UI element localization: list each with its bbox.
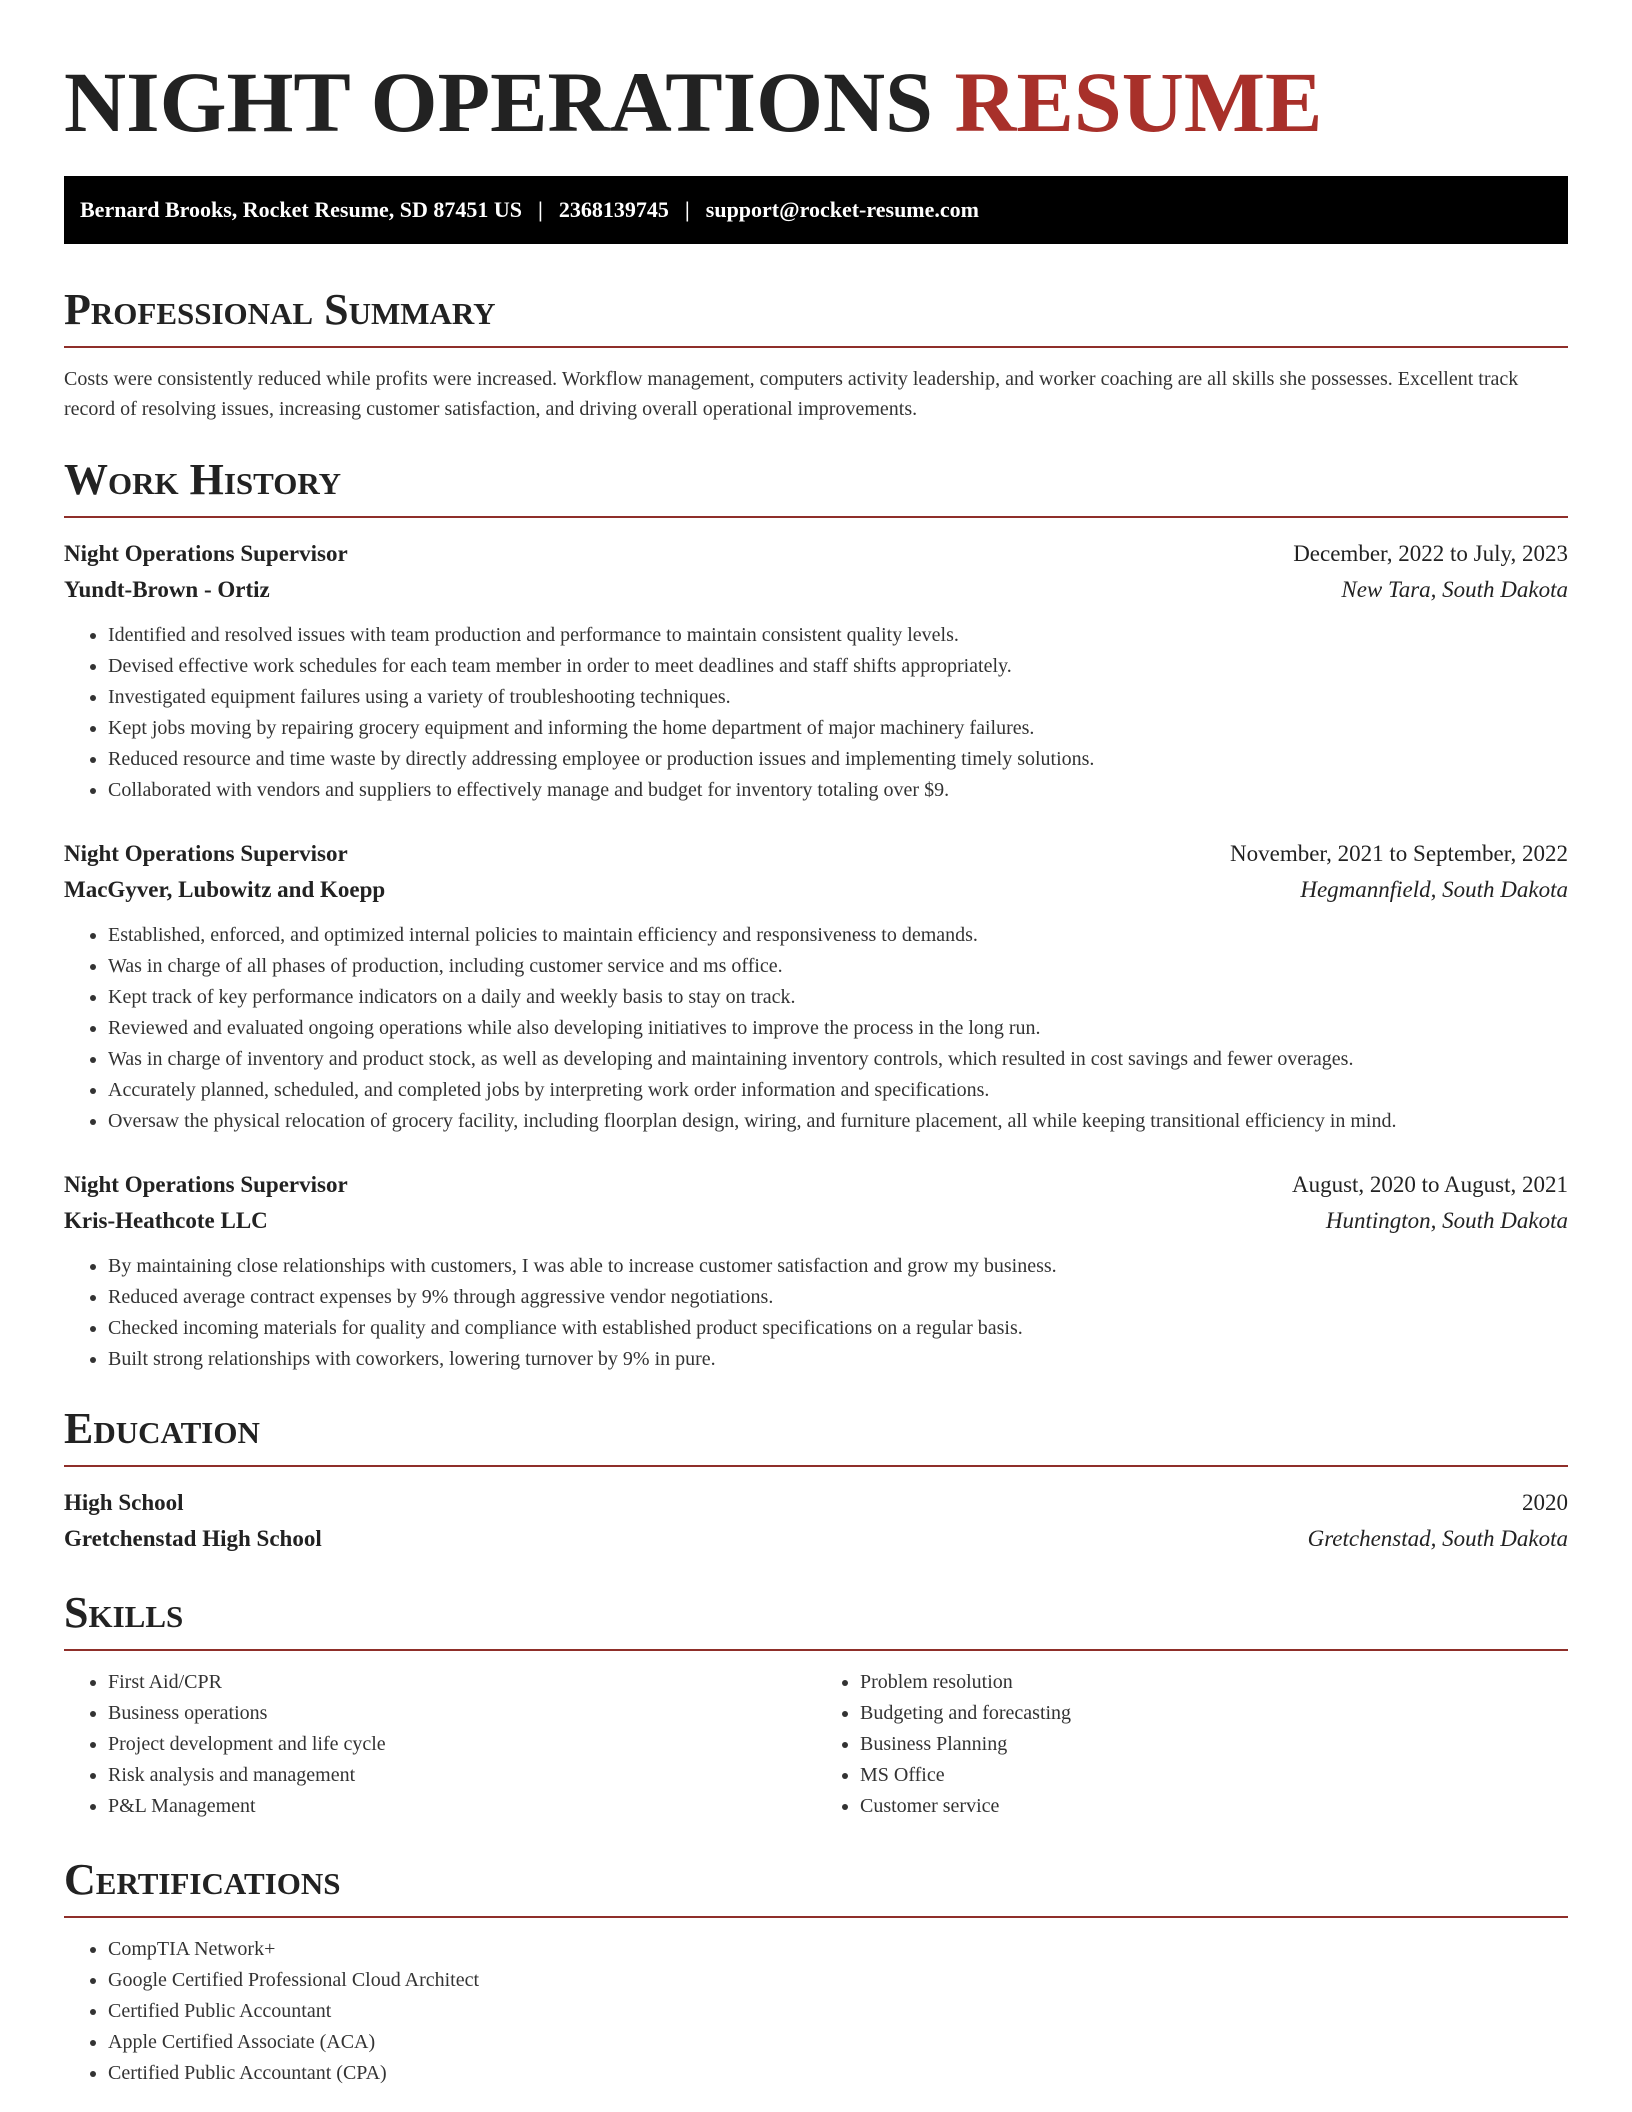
contact-address: Bernard Brooks, Rocket Resume, SD 87451 US <box>80 197 523 222</box>
education-section <box>64 1403 1568 1557</box>
resume-title <box>64 52 1568 152</box>
education-degree: High School <box>64 1490 184 1515</box>
job-bullet: • Oversaw the physical relocation of grocery facility, including floorplan design, wiring, and furniture placement, all while keeping transitional efficiency in mind. <box>108 1106 1568 1137</box>
skill-item: • MS Office <box>860 1760 1568 1791</box>
job-location: Huntington, South Dakota <box>1325 1208 1568 1233</box>
job-company: Kris-Heathcote LLC <box>64 1208 268 1233</box>
job-bullet: • Reviewed and evaluated ongoing operations while also developing initiatives to improve the process in the long run. <box>108 1013 1568 1044</box>
certification-item: • Certified Public Accountant <box>108 1996 1568 2027</box>
skills-list-left <box>64 1667 816 1822</box>
section-heading-education: Education <box>64 1403 1568 1467</box>
summary-text: Costs were consistently reduced while profits were increased. Workflow management, computers activity leadership, and worker coaching are all skills she possesses. Excellent track record of resolving issues, increasing customer satisfaction, and driving overall operational improvements. <box>64 368 1519 420</box>
job-bullet: • Kept track of key performance indicators on a daily and weekly basis to stay on track. <box>108 982 1568 1013</box>
job-entry <box>64 836 1568 1137</box>
job-bullet: • Devised effective work schedules for each team member in order to meet deadlines and staff shifts appropriately. <box>108 651 1568 682</box>
job-bullets <box>64 1251 1568 1375</box>
certification-item: • Certified Public Accountant (CPA) <box>108 2058 1568 2089</box>
certifications-list <box>64 1934 1568 2089</box>
job-bullet: • Established, enforced, and optimized internal policies to maintain efficiency and responsiveness to demands. <box>108 920 1568 951</box>
section-heading-work-history: Work History <box>64 454 1568 518</box>
resume-page <box>64 0 1568 2089</box>
skills-section <box>64 1587 1568 1822</box>
certifications-section <box>64 1854 1568 2089</box>
job-company-row <box>64 1203 1568 1239</box>
job-dates: August, 2020 to August, 2021 <box>1291 1172 1568 1197</box>
job-header-row <box>64 536 1568 572</box>
work-history-section <box>64 454 1568 1375</box>
job-dates: December, 2022 to July, 2023 <box>1293 541 1568 566</box>
job-company-row <box>64 572 1568 608</box>
job-header-row <box>64 1167 1568 1203</box>
section-heading-skills: Skills <box>64 1587 1568 1651</box>
skills-columns <box>64 1667 1568 1822</box>
job-bullets <box>64 920 1568 1137</box>
section-heading-summary: Professional Summary <box>64 284 1568 348</box>
job-bullet: • Was in charge of inventory and product stock, as well as developing and maintaining inventory controls, which resulted in cost savings and fewer overages. <box>108 1044 1568 1075</box>
skills-list-right <box>816 1667 1568 1822</box>
job-bullet: • Checked incoming materials for quality and compliance with established product specifications on a regular basis. <box>108 1313 1568 1344</box>
job-bullet: • Reduced average contract expenses by 9% through aggressive vendor negotiations. <box>108 1282 1568 1313</box>
job-location: Hegmannfield, South Dakota <box>1300 877 1568 902</box>
education-entry <box>64 1485 1568 1557</box>
skill-item: • Business Planning <box>860 1729 1568 1760</box>
job-bullet: • Built strong relationships with coworkers, lowering turnover by 9% in pure. <box>108 1344 1568 1375</box>
certification-item: • Google Certified Professional Cloud Architect <box>108 1965 1568 1996</box>
job-bullet: • Accurately planned, scheduled, and completed jobs by interpreting work order information and specifications. <box>108 1075 1568 1106</box>
job-bullet: • Investigated equipment failures using a variety of troubleshooting techniques. <box>108 682 1568 713</box>
contact-email: support@rocket-resume.com <box>705 197 979 222</box>
skill-item: • Business operations <box>108 1698 816 1729</box>
contact-phone: 2368139745 <box>558 197 669 222</box>
job-entry <box>64 1167 1568 1375</box>
job-title: Night Operations Supervisor <box>64 1172 348 1197</box>
job-bullet: • Reduced resource and time waste by directly addressing employee or production issues and implementing timely solutions. <box>108 744 1568 775</box>
certification-item: • CompTIA Network+ <box>108 1934 1568 1965</box>
education-school-row <box>64 1521 1568 1557</box>
skill-item: • Problem resolution <box>860 1667 1568 1698</box>
job-bullet: • By maintaining close relationships with customers, I was able to increase customer satisfaction and grow my business. <box>108 1251 1568 1282</box>
job-bullet: • Kept jobs moving by repairing grocery equipment and informing the home department of major machinery failures. <box>108 713 1568 744</box>
education-school: Gretchenstad High School <box>64 1526 322 1551</box>
job-company: MacGyver, Lubowitz and Koepp <box>64 877 386 902</box>
contact-separator: | <box>684 197 690 222</box>
education-degree-row <box>64 1485 1568 1521</box>
job-bullet: • Collaborated with vendors and suppliers to effectively manage and budget for inventory totaling over $9. <box>108 775 1568 806</box>
job-bullet: • Identified and resolved issues with team production and performance to maintain consistent quality levels. <box>108 620 1568 651</box>
skill-item: • Customer service <box>860 1791 1568 1822</box>
skill-item: • P&L Management <box>108 1791 816 1822</box>
job-location: New Tara, South Dakota <box>1341 577 1568 602</box>
section-heading-certifications: Certifications <box>64 1854 1568 1918</box>
certification-item: • Apple Certified Associate (ACA) <box>108 2027 1568 2058</box>
skill-item: • Risk analysis and management <box>108 1760 816 1791</box>
contact-bar <box>64 176 1568 244</box>
skill-item: • First Aid/CPR <box>108 1667 816 1698</box>
contact-separator: | <box>538 197 543 222</box>
job-title: Night Operations Supervisor <box>64 841 348 866</box>
education-year: 2020 <box>1522 1490 1568 1515</box>
job-dates: November, 2021 to September, 2022 <box>1230 841 1568 866</box>
job-company-row <box>64 872 1568 908</box>
skill-item: • Budgeting and forecasting <box>860 1698 1568 1729</box>
job-bullets <box>64 620 1568 806</box>
title-main: NIGHT OPERATIONS <box>64 54 933 150</box>
education-location: Gretchenstad, South Dakota <box>1307 1526 1568 1551</box>
job-company: Yundt-Brown - Ortiz <box>64 577 270 602</box>
title-accent: RESUME <box>954 54 1323 150</box>
job-entry <box>64 536 1568 806</box>
job-header-row <box>64 836 1568 872</box>
skill-item: • Project development and life cycle <box>108 1729 816 1760</box>
job-title: Night Operations Supervisor <box>64 541 348 566</box>
summary-section <box>64 284 1568 424</box>
job-bullet: • Was in charge of all phases of production, including customer service and ms office. <box>108 951 1568 982</box>
